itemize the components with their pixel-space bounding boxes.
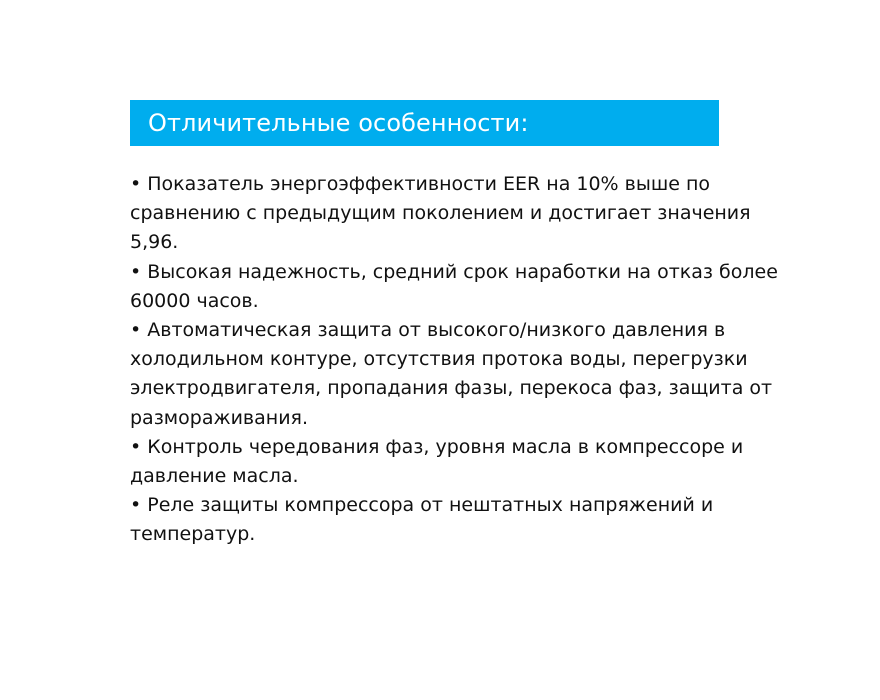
feature-item: • Показатель энергоэффективности EER на 10% выше по сравнению с предыдущим поколением и достигает значения 5,96. bbox=[130, 173, 751, 254]
feature-list bbox=[130, 170, 790, 550]
feature-item: • Контроль чередования фаз, уровня масла в компрессоре и давление масла. bbox=[130, 435, 744, 488]
section-header bbox=[130, 100, 719, 146]
section-title: Отличительные особенности: bbox=[148, 109, 529, 137]
feature-item: • Высокая надежность, средний срок наработки на отказ более 60000 часов. bbox=[130, 260, 778, 312]
feature-item: • Реле защиты компрессора от нештатных напряжений и температур. bbox=[130, 494, 714, 546]
feature-item: • Автоматическая защита от высокого/низкого давления в холодильном контуре, отсутствия протока воды, перегрузки электродвигателя, пропадания фазы, перекоса фаз, защита от размораживания. bbox=[130, 319, 773, 429]
